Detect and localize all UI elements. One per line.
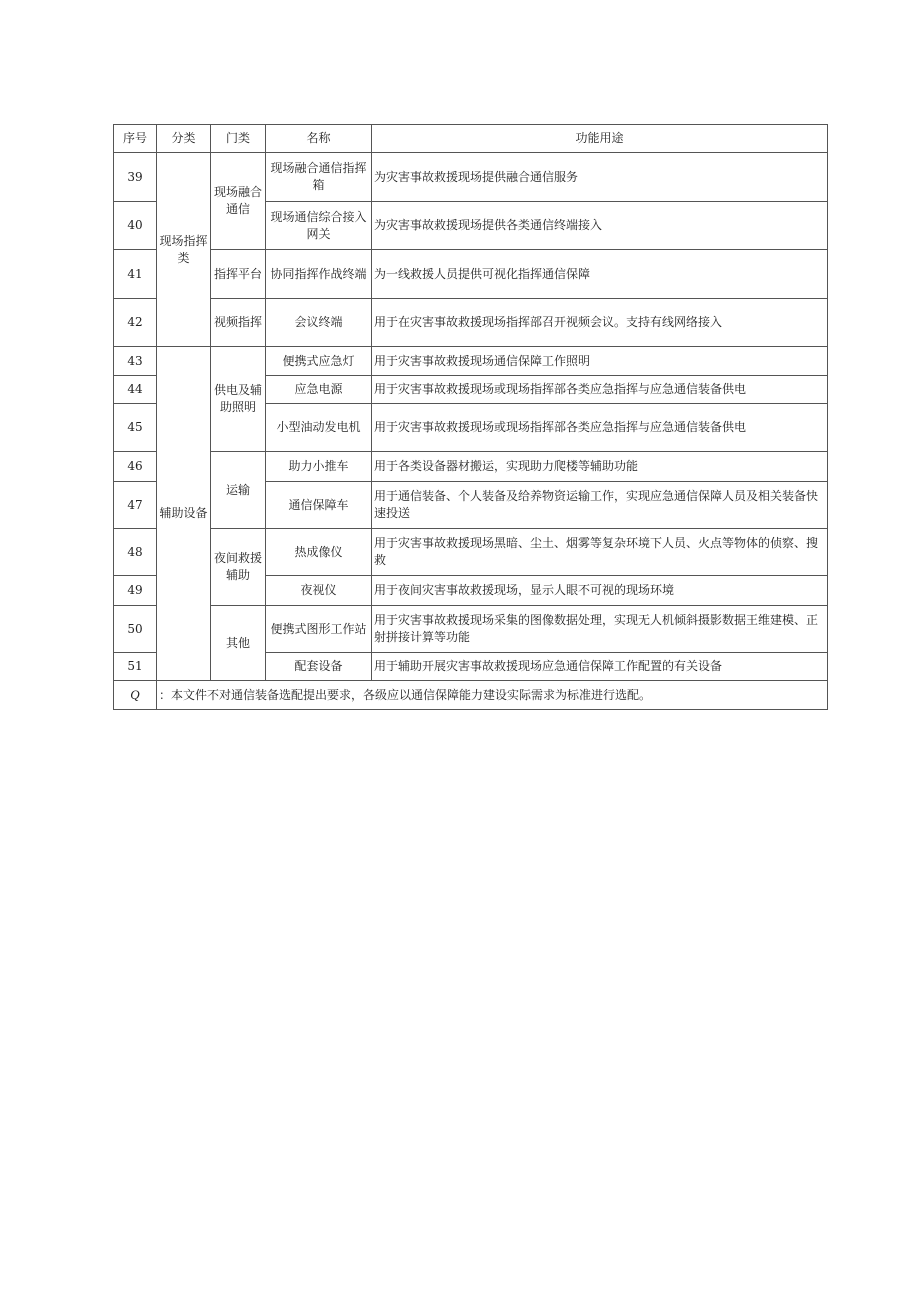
subcategory-cell — [211, 153, 266, 250]
row-function: 为灾害事故救援现场提供融合通信服务 — [372, 153, 828, 202]
note-mark: Q — [130, 687, 140, 702]
row-name: 现场融合通信指挥箱 — [266, 153, 372, 202]
equipment-table — [113, 124, 828, 710]
row-name: 现场通信综合接入网关 — [266, 202, 372, 250]
table-row — [114, 529, 828, 576]
row-function: 用于灾害事故救援现场黑暗、尘土、烟雾等复杂环境下人员、火点等物体的侦察、搜救 — [372, 529, 828, 576]
row-name: 便携式应急灯 — [266, 347, 372, 376]
row-name: 会议终端 — [266, 299, 372, 347]
row-seq: 40 — [114, 202, 157, 250]
subcategory-cell — [211, 452, 266, 529]
row-seq: 44 — [114, 376, 157, 404]
subcategory-cell: 指挥平台 — [211, 250, 266, 299]
subcategory-label: 现场融合通信 — [213, 185, 262, 216]
row-seq: 50 — [114, 606, 157, 653]
row-seq: 46 — [114, 452, 157, 482]
row-function: 用于灾害事故救援现场或现场指挥部各类应急指挥与应急通信装备供电 — [372, 404, 828, 452]
subcategory-label: 夜间救援辅助 — [213, 551, 262, 582]
row-function: 为灾害事故救援现场提供各类通信终端接入 — [372, 202, 828, 250]
category-label: 辅助设备 — [159, 506, 208, 520]
row-seq: 47 — [114, 482, 157, 529]
subcategory-label: 运输 — [225, 482, 250, 497]
subcategory-cell — [211, 529, 266, 606]
note-row — [114, 681, 828, 710]
table-row — [114, 606, 828, 653]
row-function: 用于灾害事故救援现场或现场指挥部各类应急指挥与应急通信装备供电 — [372, 376, 828, 404]
table-row — [114, 452, 828, 482]
row-function: 用于各类设备器材搬运，实现助力爬楼等辅助功能 — [372, 452, 828, 482]
row-function: 用于灾害事故救援现场通信保障工作照明 — [372, 347, 828, 376]
subcategory-label: 其他 — [225, 635, 250, 650]
header-function: 功能用途 — [372, 125, 828, 153]
header-seq: 序号 — [114, 125, 157, 153]
row-seq: 45 — [114, 404, 157, 452]
table-row — [114, 299, 828, 347]
table-row — [114, 250, 828, 299]
row-function: 用于夜间灾害事故救援现场，显示人眼不可视的现场环境 — [372, 576, 828, 606]
row-seq: 51 — [114, 653, 157, 681]
row-name: 应急电源 — [266, 376, 372, 404]
subcategory-cell: 视频指挥 — [211, 299, 266, 347]
header-subcategory: 门类 — [211, 125, 266, 153]
subcategory-cell — [211, 347, 266, 452]
row-seq: 41 — [114, 250, 157, 299]
row-function: 为一线救援人员提供可视化指挥通信保障 — [372, 250, 828, 299]
table-row — [114, 347, 828, 376]
row-seq: 49 — [114, 576, 157, 606]
row-function: 用于辅助开展灾害事故救援现场应急通信保障工作配置的有关设备 — [372, 653, 828, 681]
header-category: 分类 — [157, 125, 211, 153]
category-label: 现场指挥类 — [159, 233, 208, 265]
row-name: 便携式图形工作站 — [266, 606, 372, 653]
row-name: 协同指挥作战终端 — [266, 250, 372, 299]
row-function: 用于在灾害事故救援现场指挥部召开视频会议。支持有线网络接入 — [372, 299, 828, 347]
subcategory-label: 供电及辅助照明 — [213, 383, 262, 414]
row-name: 热成像仪 — [266, 529, 372, 576]
row-function: 用于通信装备、个人装备及给养物资运输工作，实现应急通信保障人员及相关装备快速投送 — [372, 482, 828, 529]
table-row — [114, 153, 828, 202]
row-function: 用于灾害事故救援现场采集的图像数据处理，实现无人机倾斜摄影数据王维建模、正射拼接计算等功能 — [372, 606, 828, 653]
row-seq: 42 — [114, 299, 157, 347]
row-name: 助力小推车 — [266, 452, 372, 482]
category-cell — [157, 153, 211, 347]
table-header-row — [114, 125, 828, 153]
note-mark-cell — [114, 681, 157, 710]
subcategory-cell — [211, 606, 266, 681]
row-name: 配套设备 — [266, 653, 372, 681]
row-name: 通信保障车 — [266, 482, 372, 529]
row-seq: 39 — [114, 153, 157, 202]
row-name: 小型油动发电机 — [266, 404, 372, 452]
row-seq: 48 — [114, 529, 157, 576]
note-text: ：本文件不对通信装备选配提出要求，各级应以通信保障能力建设实际需求为标准进行选配。 — [157, 681, 828, 710]
header-name: 名称 — [266, 125, 372, 153]
row-seq: 43 — [114, 347, 157, 376]
category-cell — [157, 347, 211, 681]
row-name: 夜视仪 — [266, 576, 372, 606]
